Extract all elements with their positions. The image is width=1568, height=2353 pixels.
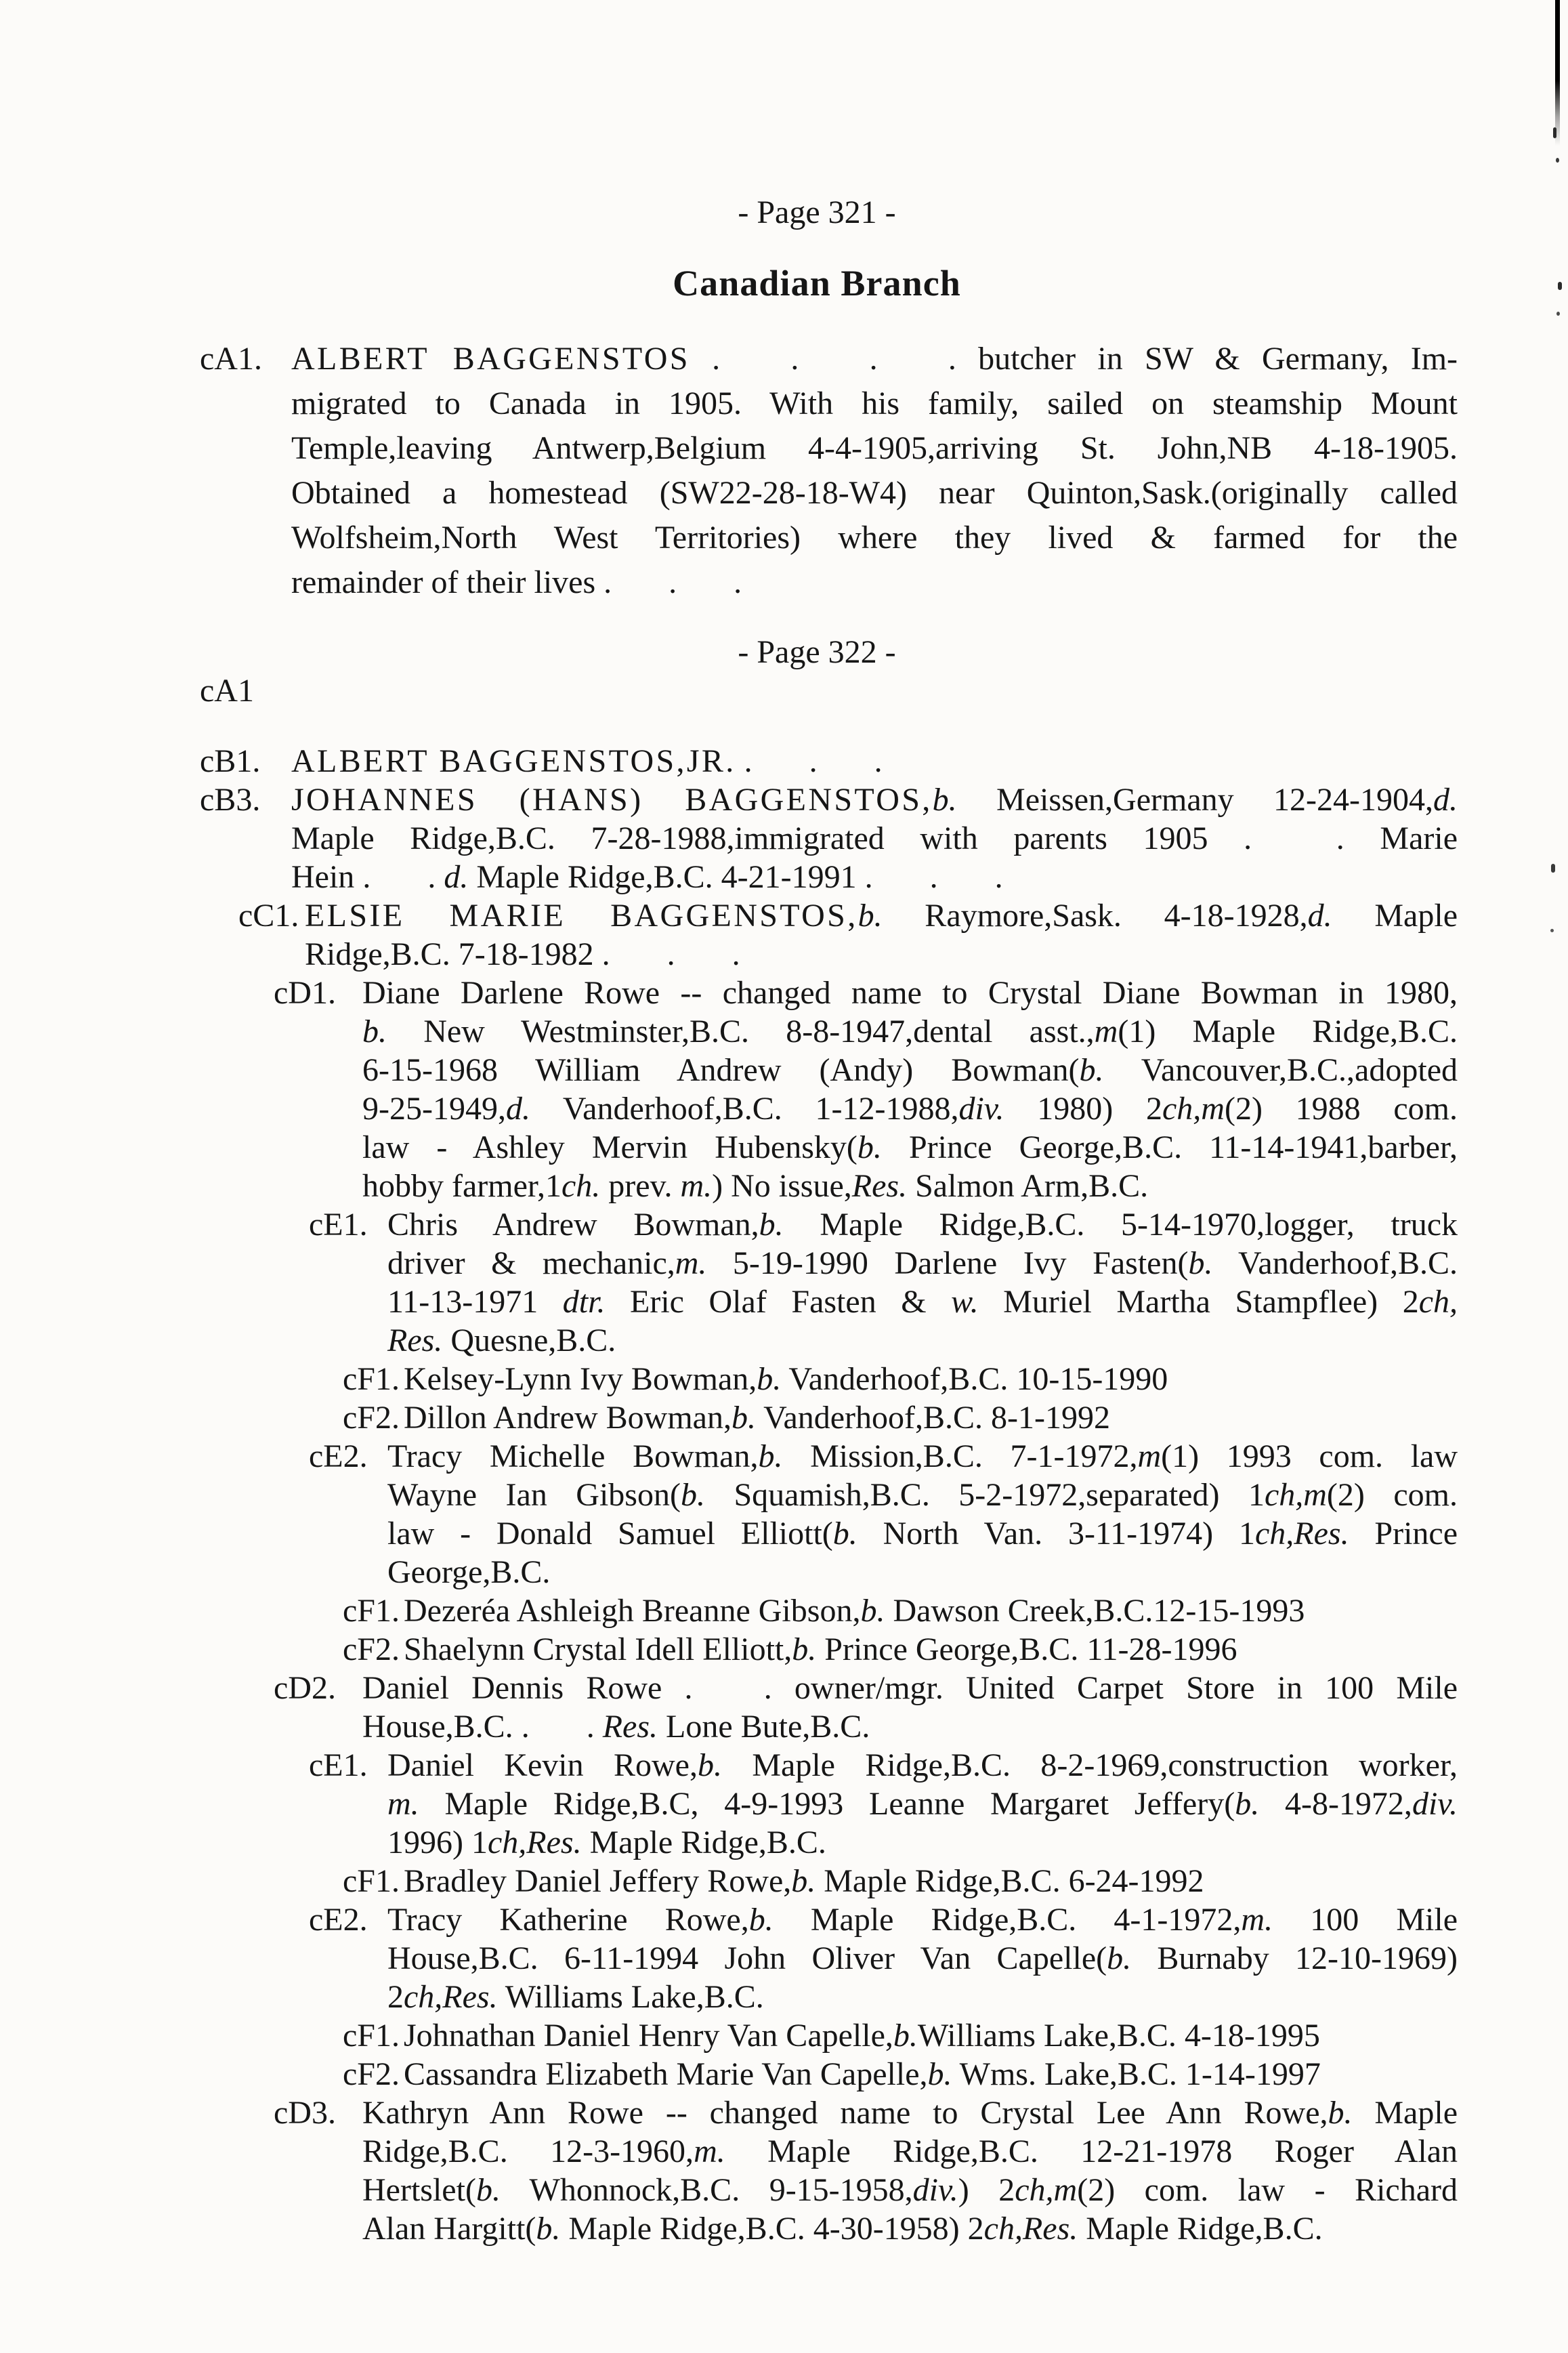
text-segment: b. [1235,1786,1260,1822]
text-segment: remainder of their lives [291,564,604,600]
text-line [176,1900,1458,1939]
text-segment: Maple Ridge,B.C. 6-24-1992 [815,1863,1204,1899]
text-segment: Salmon Arm,B.C. [907,1168,1149,1204]
dot-leader: . . [1244,820,1344,856]
text-segment: ch,m [1015,2172,1078,2208]
text-line [176,1553,1458,1591]
text-segment: d. [444,859,469,895]
entry-cF1-johnathan [176,2016,1458,2055]
text-line [176,1476,1458,1514]
text-segment: m [1137,1438,1162,1474]
entry-cF1-bradley [176,1862,1458,1900]
text-segment: Vanderhoof,B.C. 10-15-1990 [781,1361,1168,1397]
entry-label: cE1. [309,1747,368,1783]
text-segment: Ridge,B.C. 7-18-1982 [305,936,602,972]
text-line [176,1862,1458,1900]
text-segment: migrated to Canada in 1905. With his family, sailed on steamship Mount [291,386,1458,421]
text-segment: div. [912,2172,958,2208]
scan-artifact-mark [1556,312,1560,316]
entry-cD2 [176,1669,1458,1746]
text-segment: ch,Res. [983,2211,1078,2247]
text-line [176,1707,1458,1746]
text-segment: North Van. 3-11-1974) 1 [857,1516,1255,1552]
entry-cD1 [176,974,1458,1205]
text-line [176,1785,1458,1823]
text-segment: Maple [1352,2095,1458,2131]
text-segment: Maple Ridge,B.C. 5-14-1970,logger, truck [783,1207,1458,1243]
entry-label: cF1. [343,1361,400,1397]
text-segment: (1) Maple Ridge,B.C. [1118,1014,1458,1049]
text-segment: Hein [291,859,363,895]
text-segment: Diane Darlene Rowe -- changed name to Crystal Diane Bowman in 1980, [362,975,1458,1011]
entry-label: cC1. [238,898,299,934]
text-line [176,2171,1458,2209]
text-segment: b. [759,1207,784,1243]
dot-leader: . . . [744,743,883,779]
text-line [176,1823,1458,1862]
text-segment: Maple Ridge,B.C. 8-2-1969,construction worker, [721,1747,1458,1783]
text-line [176,1398,1458,1437]
text-segment: b. [1079,1052,1104,1088]
text-segment: b. [893,2018,918,2054]
text-segment: b. [1328,2095,1353,2131]
text-segment: Williams Lake,B.C. 4-18-1995 [917,2018,1320,2054]
text-segment: 100 Mile [1273,1902,1458,1938]
entry-cE2-tracy-michelle [176,1437,1458,1591]
text-segment: b. [857,898,883,934]
text-segment: ch,m [1264,1477,1327,1513]
text-segment: Cassandra Elizabeth Marie Van Capelle, [404,2056,928,2092]
text-segment: Daniel Kevin Rowe, [387,1747,698,1783]
text-segment: Maple Ridge,B.C. 4-21-1991 [468,859,865,895]
text-segment: 1980) 2 [1004,1091,1162,1127]
text-segment: ch,Res. [487,1825,582,1860]
text-segment: 5-19-1990 Darlene Ivy Fasten( [706,1245,1189,1281]
text-segment: Tracy Katherine Rowe, [387,1902,749,1938]
text-segment: Prince George,B.C. 11-28-1996 [816,1631,1237,1667]
text-segment: ch. [561,1168,601,1204]
text-line [176,1939,1458,1978]
text-segment: 2 [387,1979,404,2015]
text-segment: Muriel Martha Stampflee) 2 [978,1284,1419,1320]
text-segment: b. [792,1631,817,1667]
entry-cF1-dezerea [176,1591,1458,1630]
text-segment: House,B.C. 6-11-1994 John Oliver Van Capelle( [387,1940,1107,1976]
text-segment [690,341,712,377]
text-segment: 4-8-1972, [1259,1786,1412,1822]
text-segment: ) No issue, [712,1168,852,1204]
text-segment: Temple,leaving Antwerp,Belgium 4-4-1905,arriving St. John,NB 4-18-1905. [291,430,1458,466]
text-line [176,1244,1458,1283]
entry-label: cF2. [343,2056,400,2092]
text-segment: Maple Ridge,B.C. 4-30-1958) 2 [560,2211,984,2247]
text-segment: b. [680,1477,705,1513]
text-segment: ) 2 [958,2172,1015,2208]
text-segment: b. [731,1400,756,1436]
text-segment: b. [758,1438,783,1474]
text-segment: driver & mechanic, [387,1245,675,1281]
text-segment [736,743,744,779]
text-line [176,2016,1458,2055]
text-segment [436,859,444,895]
text-segment: Res. [851,1168,908,1204]
text-line [176,1514,1458,1553]
entry-cF2-cassandra [176,2055,1458,2094]
scan-artifact-mark [1550,929,1554,932]
text-line [176,1978,1458,2016]
text-line [176,1167,1458,1205]
entry-label: cD2. [274,1670,336,1706]
text-segment: Vancouver,B.C.,adopted [1103,1052,1458,1088]
text-segment: 9-25-1949, [362,1091,506,1127]
text-segment: b. [697,1747,722,1783]
entry-cD3 [176,2094,1458,2248]
text-line [176,896,1458,935]
text-line [176,2209,1458,2248]
entry-cF2-shaelynn [176,1630,1458,1669]
entry-label: cA1. [200,341,262,377]
text-line [176,471,1458,516]
text-segment: w. [951,1284,979,1320]
text-segment: ch,Res. [404,1979,498,2015]
text-segment: m. [680,1168,713,1204]
text-segment: 11-13-1971 [387,1284,563,1320]
dot-leader: . . [362,859,436,895]
text-segment: Squamish,B.C. 5-2-1972,separated) 1 [704,1477,1265,1513]
scan-artifact-mark [1553,127,1556,138]
text-segment: b. [475,2172,501,2208]
dot-leader: . . [684,1670,772,1706]
text-line [176,1089,1458,1128]
text-segment: Maple Ridge,B.C. [1078,2211,1323,2247]
text-line [176,516,1458,560]
text-segment: Dezeréa Ashleigh Breanne Gibson, [404,1593,861,1629]
text-line [176,1205,1458,1244]
text-segment: House,B.C. [362,1709,522,1745]
text-line [176,1669,1458,1707]
entry-label: cB1. [200,743,261,779]
text-segment: b. [860,1593,885,1629]
text-segment: Shaelynn Crystal Idell Elliott, [404,1631,792,1667]
text-segment: (2) com. law - Richard [1077,2172,1458,2208]
text-segment: Bradley Daniel Jeffery Rowe, [404,1863,792,1899]
entry-cF1-kelsey [176,1360,1458,1398]
scan-artifact-mark [1556,158,1559,163]
text-segment: Tracy Michelle Bowman, [387,1438,759,1474]
text-segment: Maple Ridge,B.C. 4-1-1972, [773,1902,1242,1938]
entry-label: cD1. [274,975,336,1011]
entry-label: cF2. [343,1400,400,1436]
text-line [176,1051,1458,1089]
text-segment: Marie [1344,820,1458,856]
text-line [176,381,1458,426]
page-number-322: - Page 322 - [738,634,896,670]
entry-label: cE2. [309,1902,368,1938]
text-segment: b. [1107,1940,1132,1976]
text-segment: Whonnock,B.C. 9-15-1958, [500,2172,913,2208]
text-segment: m. [1241,1902,1273,1938]
text-segment: b. [1188,1245,1213,1281]
text-segment: Vanderhoof,B.C. [1212,1245,1458,1281]
text-segment: m [1094,1014,1118,1049]
text-segment: Alan Hargitt( [362,2211,536,2247]
text-segment: Hertslet( [362,2172,476,2208]
text-line [176,858,1458,896]
text-segment: law - Ashley Mervin Hubensky( [362,1129,857,1165]
text-segment: Eric Olaf Fasten & [605,1284,952,1320]
text-segment: butcher in SW & Germany, Im- [956,341,1458,377]
text-segment: Maple Ridge,B.C. [581,1825,826,1860]
entry-cE1-daniel-kevin [176,1746,1458,1862]
entry-label: cF1. [343,2018,400,2054]
text-line [176,1630,1458,1669]
text-segment: 1996) 1 [387,1825,488,1860]
text-segment: m. [694,2133,725,2169]
text-segment: New Westminster,B.C. 8-8-1947,dental asst., [387,1014,1095,1049]
text-segment: (1) 1993 com. law [1161,1438,1458,1474]
text-segment: Wayne Ian Gibson( [387,1477,681,1513]
text-segment: JOHANNES (HANS) BAGGENSTOS, [291,782,933,818]
text-segment: d. [1433,782,1458,818]
text-segment: Prince George,B.C. 11-14-1941,barber, [881,1129,1458,1165]
entry-label: cD3. [274,2095,336,2131]
text-segment: Wms. Lake,B.C. 1-14-1997 [952,2056,1321,2092]
text-line [176,1591,1458,1630]
text-segment: d. [505,1091,530,1127]
text-segment: Prince [1349,1516,1458,1552]
text-segment: b. [362,1014,387,1049]
text-segment: Res. [387,1323,443,1358]
entry-label: cB3. [200,782,261,818]
entry-label: cF1. [343,1863,400,1899]
dot-leader: . . . . [712,341,956,377]
entry-label: cF2. [343,1631,400,1667]
text-line [176,1012,1458,1051]
text-line [176,1283,1458,1321]
text-segment: Maple [1332,898,1458,934]
text-segment: ELSIE MARIE BAGGENSTOS, [305,898,858,934]
text-line [176,1128,1458,1167]
text-segment: Obtained a homestead (SW22-28-18-W4) near Quinton,Sask.(originally called [291,475,1458,511]
entry-cC1 [176,896,1458,974]
text-line [176,337,1458,381]
text-segment: Dillon Andrew Bowman, [404,1400,732,1436]
text-segment: Maple Ridge,B.C. 7-28-1988,immigrated with parents 1905 [291,820,1244,856]
text-segment: b. [791,1863,816,1899]
text-line [176,2055,1458,2094]
section-title: Canadian Branch [673,263,961,304]
entry-label: cE1. [309,1207,368,1243]
text-line [176,1360,1458,1398]
text-line [176,1437,1458,1476]
entry-cB1 [176,742,1458,780]
text-line [176,560,1458,605]
text-line [176,742,1458,780]
text-segment: b. [748,1902,774,1938]
scan-artifact-vertical-line [1555,0,1560,146]
entry-cA1 [176,337,1458,605]
text-segment: div. [1412,1786,1458,1822]
text-line [176,2132,1458,2171]
text-segment: ch,Res. [1254,1516,1349,1552]
text-segment: owner/mgr. United Carpet Store in 100 Mile [771,1670,1458,1706]
scan-artifact-mark [1551,864,1555,873]
text-segment: b. [927,2056,952,2092]
text-segment: 6-15-1968 William Andrew (Andy) Bowman( [362,1052,1080,1088]
text-segment: Daniel Dennis Rowe [362,1670,685,1706]
text-segment: Res. [602,1709,658,1745]
text-line [176,2094,1458,2132]
text-segment: ALBERT BAGGENSTOS,JR. [291,743,736,779]
text-line [176,935,1458,974]
page-content [176,193,1458,2248]
text-segment: Quesne,B.C. [442,1323,616,1358]
text-segment: Williams Lake,B.C. [497,1979,764,2015]
text-segment: hobby farmer,1 [362,1168,561,1204]
text-segment: Johnathan Daniel Henry Van Capelle, [404,2018,893,2054]
text-segment: div. [958,1091,1004,1127]
entry-cB3 [176,780,1458,896]
text-segment: Kelsey-Lynn Ivy Bowman, [404,1361,757,1397]
text-segment: Chris Andrew Bowman, [387,1207,759,1243]
text-line [176,974,1458,1012]
text-segment: m. [387,1786,419,1822]
text-segment: Kathryn Ann Rowe -- changed name to Crystal Lee Ann Rowe, [362,2095,1328,2131]
dot-leader: . . . [601,936,740,972]
scan-artifact-mark [1558,282,1562,290]
dot-leader: . . . [603,564,742,600]
text-segment: Maple Ridge,B.C. 12-21-1978 Roger Alan [725,2133,1458,2169]
text-line [176,819,1458,858]
page-number-321: - Page 321 - [738,194,896,230]
text-segment: ALBERT BAGGENSTOS [291,341,690,377]
text-segment: ch,m [1162,1091,1225,1127]
text-line [176,1746,1458,1785]
entry-cF2-dillon [176,1398,1458,1437]
dot-leader: . . [521,1709,595,1745]
entry-cE1 [176,1205,1458,1360]
text-line [176,780,1458,819]
text-segment: Burnaby 12-10-1969) [1131,1940,1458,1976]
text-segment: Ridge,B.C. 12-3-1960, [362,2133,694,2169]
text-segment: Vanderhoof,B.C. 8-1-1992 [755,1400,1111,1436]
entry-label: cF1. [343,1593,400,1629]
text-segment: ch, [1418,1284,1458,1320]
text-segment: Raymore,Sask. 4-18-1928, [882,898,1308,934]
text-segment: prev. [600,1168,681,1204]
text-segment: (2) com. [1326,1477,1458,1513]
text-segment: b. [857,1129,882,1165]
text-segment: d. [1307,898,1332,934]
text-segment: b. [757,1361,782,1397]
text-segment: dtr. [562,1284,606,1320]
dot-leader: . . . [864,859,1003,895]
text-segment: b. [832,1516,857,1552]
text-segment: Dawson Creek,B.C.12-15-1993 [885,1593,1305,1629]
text-segment: law - Donald Samuel Elliott( [387,1516,833,1552]
text-segment: Mission,B.C. 7-1-1972, [782,1438,1138,1474]
label-cA1: cA1 [200,673,254,709]
text-segment: m. [675,1245,707,1281]
entry-label: cE2. [309,1438,368,1474]
text-segment: b. [536,2211,561,2247]
text-segment: George,B.C. [387,1554,551,1590]
text-line [176,1321,1458,1360]
text-segment: Maple Ridge,B.C, 4-9-1993 Leanne Margaret Jeffery( [419,1786,1235,1822]
entry-cE2-tracy-katherine [176,1900,1458,2016]
text-segment: b. [932,782,957,818]
text-segment: Wolfsheim,North West Territories) where they lived & farmed for the [291,520,1458,556]
text-segment: Lone Bute,B.C. [658,1709,870,1745]
text-line [176,426,1458,471]
text-segment: Meissen,Germany 12-24-1904, [956,782,1433,818]
text-segment: (2) 1988 com. [1224,1091,1458,1127]
text-segment [595,1709,603,1745]
text-segment: Vanderhoof,B.C. 1-12-1988, [530,1091,959,1127]
